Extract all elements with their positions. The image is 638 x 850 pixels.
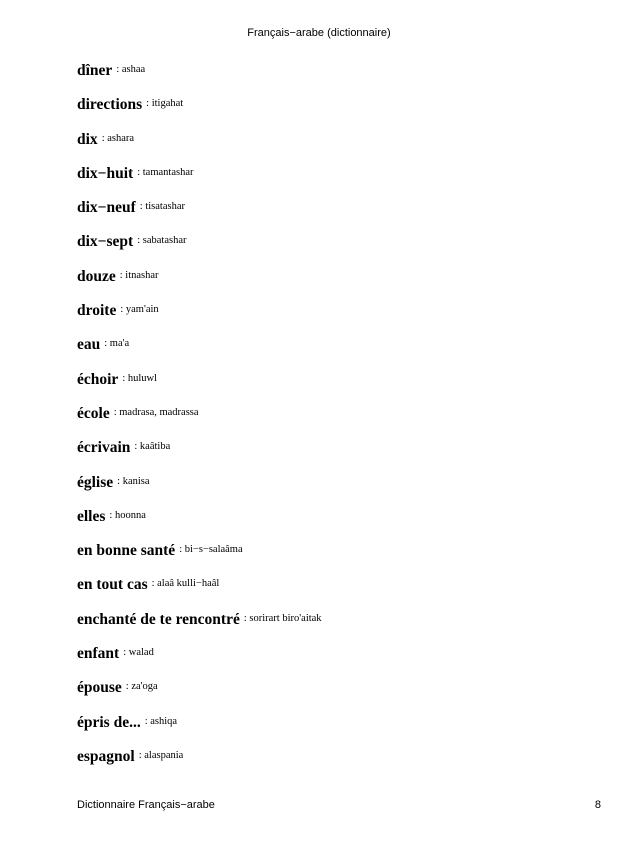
dictionary-entry	[77, 576, 617, 610]
dictionary-entry	[77, 199, 617, 233]
dictionary-entry	[77, 96, 617, 130]
dictionary-entry	[77, 268, 617, 302]
dictionary-entry	[77, 474, 617, 508]
entry-translation: : ashara	[101, 132, 135, 144]
dictionary-entry	[77, 679, 617, 713]
entry-word: école	[77, 404, 110, 422]
dictionary-entry	[77, 542, 617, 576]
entry-translation: : ashiqa	[144, 715, 178, 727]
entry-translation: : sorirart biro'aitak	[243, 612, 322, 624]
entry-word: droite	[77, 302, 117, 320]
entry-word: eau	[77, 336, 101, 354]
entry-word: elles	[77, 507, 106, 525]
entry-word: église	[77, 473, 114, 491]
entry-word: enfant	[77, 645, 120, 663]
entry-translation: : madrasa, madrassa	[113, 406, 199, 418]
entry-translation: : ma'a	[104, 338, 130, 350]
dictionary-entry	[77, 439, 617, 473]
entry-word: douze	[77, 267, 116, 285]
dictionary-entry	[77, 233, 617, 267]
entry-translation: : alaâ kulli−haâl	[151, 578, 220, 590]
entry-list	[77, 62, 617, 782]
entry-word: espagnol	[77, 747, 135, 765]
entry-word: épris de...	[77, 713, 141, 731]
entry-word: enchanté de te rencontré	[77, 610, 240, 628]
dictionary-entry	[77, 611, 617, 645]
entry-translation: : kanisa	[117, 475, 150, 487]
entry-translation: : za'oga	[125, 681, 158, 693]
dictionary-entry	[77, 714, 617, 748]
entry-word: dix−sept	[77, 233, 134, 251]
entry-word: directions	[77, 96, 143, 114]
entry-word: épouse	[77, 679, 122, 697]
entry-word: dîner	[77, 62, 113, 79]
dictionary-entry	[77, 645, 617, 679]
dictionary-entry	[77, 508, 617, 542]
entry-word: dix	[77, 130, 98, 148]
dictionary-entry	[77, 748, 617, 782]
page-number: 8	[594, 799, 601, 811]
entry-translation: : walad	[123, 647, 154, 659]
entry-translation: : sabatashar	[137, 235, 187, 247]
entry-translation: : ashaa	[116, 64, 146, 75]
entry-translation: : kaâtiba	[134, 441, 171, 453]
entry-translation: : alaspania	[138, 749, 184, 761]
entry-word: dix−neuf	[77, 199, 136, 217]
entry-word: échoir	[77, 370, 119, 388]
entry-translation: : tisatashar	[139, 201, 185, 213]
dictionary-entry	[77, 165, 617, 199]
page-footer	[77, 799, 601, 811]
entry-word: dix−huit	[77, 164, 134, 182]
dictionary-entry	[77, 62, 617, 96]
entry-word: en tout cas	[77, 576, 148, 594]
page-header: Français−arabe (dictionnaire)	[247, 27, 391, 39]
dictionary-entry	[77, 302, 617, 336]
entry-translation: : huluwl	[122, 372, 158, 384]
entry-translation: : itnashar	[119, 269, 159, 281]
dictionary-entry	[77, 405, 617, 439]
entry-translation: : yam'ain	[120, 304, 159, 316]
entry-word: écrivain	[77, 439, 131, 457]
entry-translation: : bi−s−salaâma	[179, 544, 243, 556]
footer-title: Dictionnaire Français−arabe	[77, 799, 215, 811]
dictionary-entry	[77, 336, 617, 370]
dictionary-entry	[77, 131, 617, 165]
entry-translation: : tamantashar	[137, 166, 194, 178]
dictionary-entry	[77, 371, 617, 405]
entry-translation: : hoonna	[109, 509, 146, 521]
entry-word: en bonne santé	[77, 542, 176, 560]
entry-translation: : itigahat	[146, 98, 184, 110]
